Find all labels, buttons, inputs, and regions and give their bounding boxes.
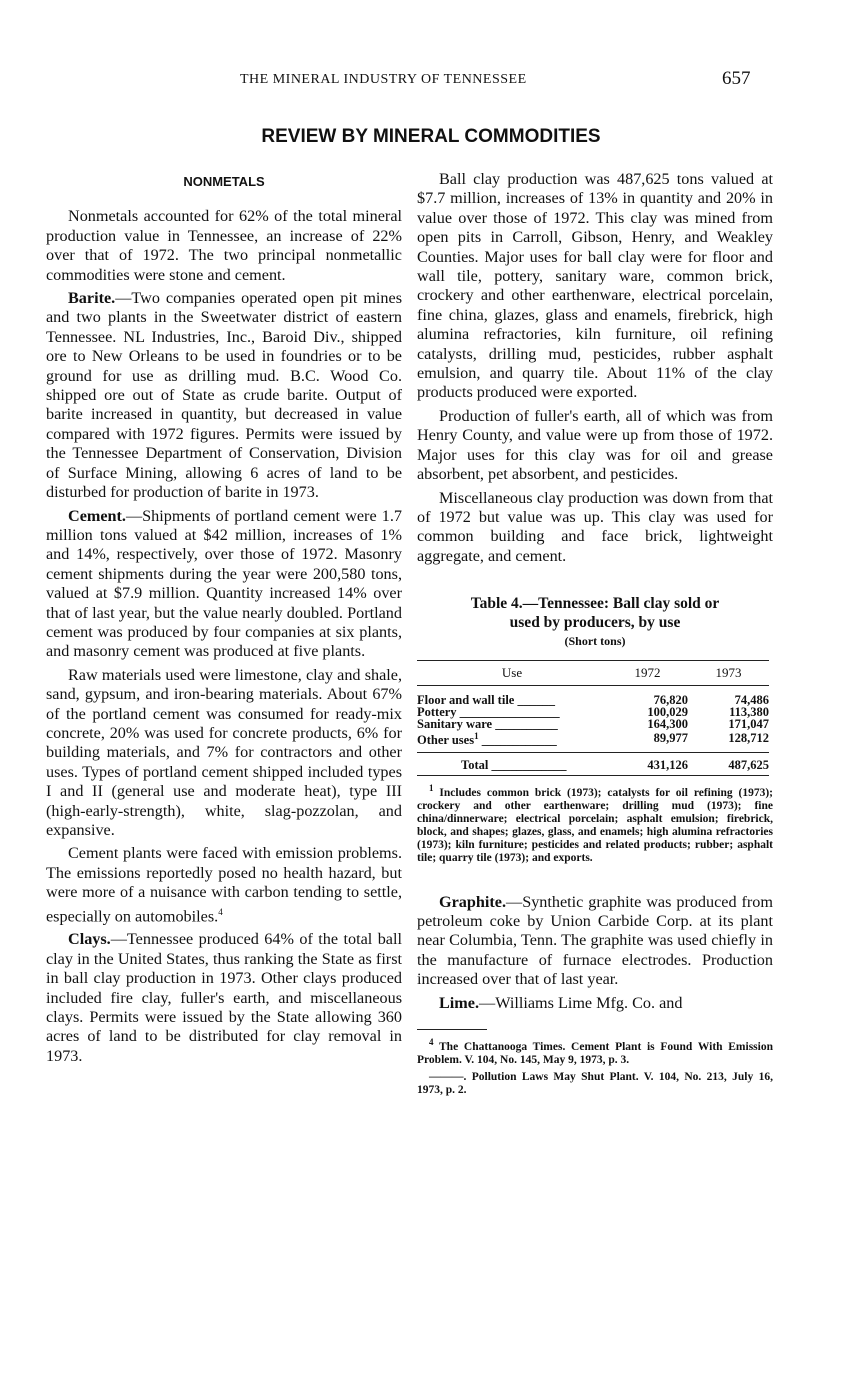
ball-clay-paragraph: Ball clay production was 487,625 tons valued at $7.7 million, increases of 13% in quantity and 20% in value over those of 1972. This clay was mined from open pits in Carroll, Gibson, Henry, and Weakley Counties. Major uses for ball clay were for floor and wall tile, pottery, sanitary ware, common brick, crockery and other earthenware, electrical porcelain, fine china, glazes, glass and enamels, firebrick, high alumina refractories, kiln furniture, oil refining catalysts, drilling mud, pesticides, rubber asphalt emulsion, and quarry tile. About 11% of the clay products produced were exported.	[417, 170, 773, 402]
total-label-text: Total	[461, 757, 489, 772]
row-1973: 128,712	[728, 730, 769, 745]
row-1973: 113,380	[729, 704, 769, 719]
row-use-leader: ____________	[478, 732, 557, 747]
page-number: 657	[722, 68, 751, 89]
nonmetals-paragraph: Nonmetals accounted for 62% of the total mineral production value in Tennessee, an increase of 22% over that of 1972. The two principal nonmetallic commodities were stone and cement.	[46, 207, 402, 284]
footnote-4	[417, 1036, 773, 1067]
footnote-4-text: The Chattanooga Times. Cement Plant is Found With Emission Problem. V. 104, No. 145, May 9, 1973, p. 3.	[417, 1040, 773, 1066]
footnote-4-mark: 4	[429, 1036, 434, 1047]
clays-text: —Tennessee produced 64% of the total ball clay in the United States, thus ranking the State as first in ball clay production in 1973. Other clays produced included fire clay, fuller's earth, and miscellaneous clays. Permits were issued by the State allowing 360 acres of land to be distributed for clay removal in 1973.	[46, 930, 402, 1065]
cement-heading: Cement.	[68, 506, 126, 525]
table-4	[417, 594, 773, 864]
ball-clay-table	[417, 660, 769, 776]
row-1972: 164,300	[647, 716, 688, 731]
row-use: Pottery ________________	[417, 704, 560, 719]
table-row	[417, 706, 769, 718]
row-use	[417, 730, 607, 753]
table-title-line2: used by producers, by use	[509, 614, 681, 632]
subsection-title: NONMETALS	[183, 174, 265, 189]
total-1972: 431,126	[607, 752, 688, 775]
graphite-text: —Synthetic graphite was produced from petroleum coke by Union Carbide Corp. at its plant near Columbia, Tenn. The graphite was used chiefly in the manufacture of furnace electrodes. Production increased over that of last year.	[417, 892, 773, 989]
table-title-line1: Table 4.—Tennessee: Ball clay sold or	[470, 595, 720, 613]
section-title: REVIEW BY MINERAL COMMODITIES	[261, 126, 601, 147]
clays-paragraph	[46, 930, 402, 1066]
row-use: Sanitary ware __________	[417, 716, 558, 731]
graphite-paragraph	[417, 893, 773, 990]
emissions-paragraph	[46, 844, 402, 926]
left-column	[46, 170, 402, 1066]
table-note-ref: 1	[474, 730, 479, 741]
lime-heading: Lime.	[439, 993, 480, 1012]
table-footnote-mark: 1	[429, 782, 434, 793]
emissions-text: Cement plants were faced with emission problems. The emissions reportedly posed no health hazard, but were more of a nuisance with carbon tending to settle, especially on automobiles.	[46, 844, 402, 926]
row-use-text: Other uses	[417, 732, 475, 747]
table-row	[417, 685, 769, 706]
footnote-divider	[417, 1029, 487, 1030]
row-1972: 89,977	[653, 730, 688, 745]
raw-materials-paragraph: Raw materials used were limestone, clay and shale, sand, gypsum, and iron-bearing materials. About 67% of the portland cement was consumed for ready-mix concrete, 20% was used for concrete products, 6% for building materials, and 7% for contractors and other uses. Types of portland cement shipped included types I and II (general use and moderate heat), type III (high-early-strength), white, slag-pozzolan, and expansive.	[46, 665, 402, 839]
table-total-row	[417, 752, 769, 775]
table-footnote-text: Includes common brick (1973); catalysts for oil refining (1973); crockery and other earthenware; drilling mud (1973); fine china/dinnerware; electrical porcelain; asphalt emulsion; firebrick, block, and shapes; glazes, glass, and enamels; high alumina refractories (1973); kiln furniture; pesticides and related products; rubber; asphalt tile; quarry tile (1973); and exports.	[417, 786, 773, 864]
running-head: THE MINERAL INDUSTRY OF TENNESSEE	[240, 72, 527, 87]
header-1972: 1972	[607, 660, 688, 685]
table-row	[417, 718, 769, 730]
right-column	[417, 170, 773, 1097]
graphite-heading: Graphite.	[439, 892, 506, 911]
lime-paragraph	[417, 994, 773, 1013]
fullers-earth-paragraph: Production of fuller's earth, all of which was from Henry County, and value were up from those of 1972. Major uses for this clay was for oil and grease absorbent, pet absorbent, and pesticides.	[417, 406, 773, 484]
row-1972: 100,029	[647, 704, 688, 719]
lime-text: —Williams Lime Mfg. Co. and	[479, 993, 683, 1012]
table-row	[417, 730, 769, 753]
table-footnote	[417, 782, 773, 865]
total-label	[417, 752, 607, 775]
table-units: (Short tons)	[564, 634, 626, 649]
cement-paragraph	[46, 507, 402, 662]
barite-text: —Two companies operated open pit mines and two plants in the Sweetwater district of eastern Tennessee. NL Industries, Inc., Baroid Div., shipped ore to New Orleans to be used in foundries or to be ground for use as drilling mud. B.C. Wood Co. shipped ore out of State as crude barite. Output of barite increased in quantity, but decreased in value compared with 1972 figures. Permits were issued by the Tennessee Department of Conservation, Division of Surface Mining, allowing 6 acres of land to be disturbed for production of barite in 1973.	[46, 289, 402, 502]
row-1973: 74,486	[734, 692, 769, 707]
row-1973: 171,047	[728, 716, 769, 731]
cement-text: —Shipments of portland cement were 1.7 million tons valued at $42 million, increases of 1% and 14%, respectively, over those of 1972. Masonry cement shipments during the year were 200,580 tons, valued at $7.9 million. Quantity increased 14% over that of last year, but the value nearly doubled. Portland cement was produced by four companies at six plants, and masonry cement was produced at five plants.	[46, 506, 402, 661]
footnote-ref-4: 4	[218, 906, 223, 917]
row-use: Floor and wall tile ______	[417, 692, 555, 707]
table-header-row	[417, 660, 769, 685]
total-leader: ____________	[488, 757, 567, 772]
barite-heading: Barite.	[68, 289, 116, 308]
row-1972: 76,820	[653, 692, 688, 707]
clays-heading: Clays.	[68, 930, 111, 949]
header-1973: 1973	[688, 660, 769, 685]
barite-paragraph	[46, 289, 402, 502]
header-use: Use	[417, 660, 607, 685]
misc-clay-paragraph: Miscellaneous clay production was down from that of 1972 but value was up. This clay was used for common building and face brick, lightweight aggregate, and cement.	[417, 488, 773, 565]
total-1973: 487,625	[688, 752, 769, 775]
footnote-4b: ———. Pollution Laws May Shut Plant. V. 104, No. 213, July 16, 1973, p. 2.	[417, 1070, 773, 1096]
